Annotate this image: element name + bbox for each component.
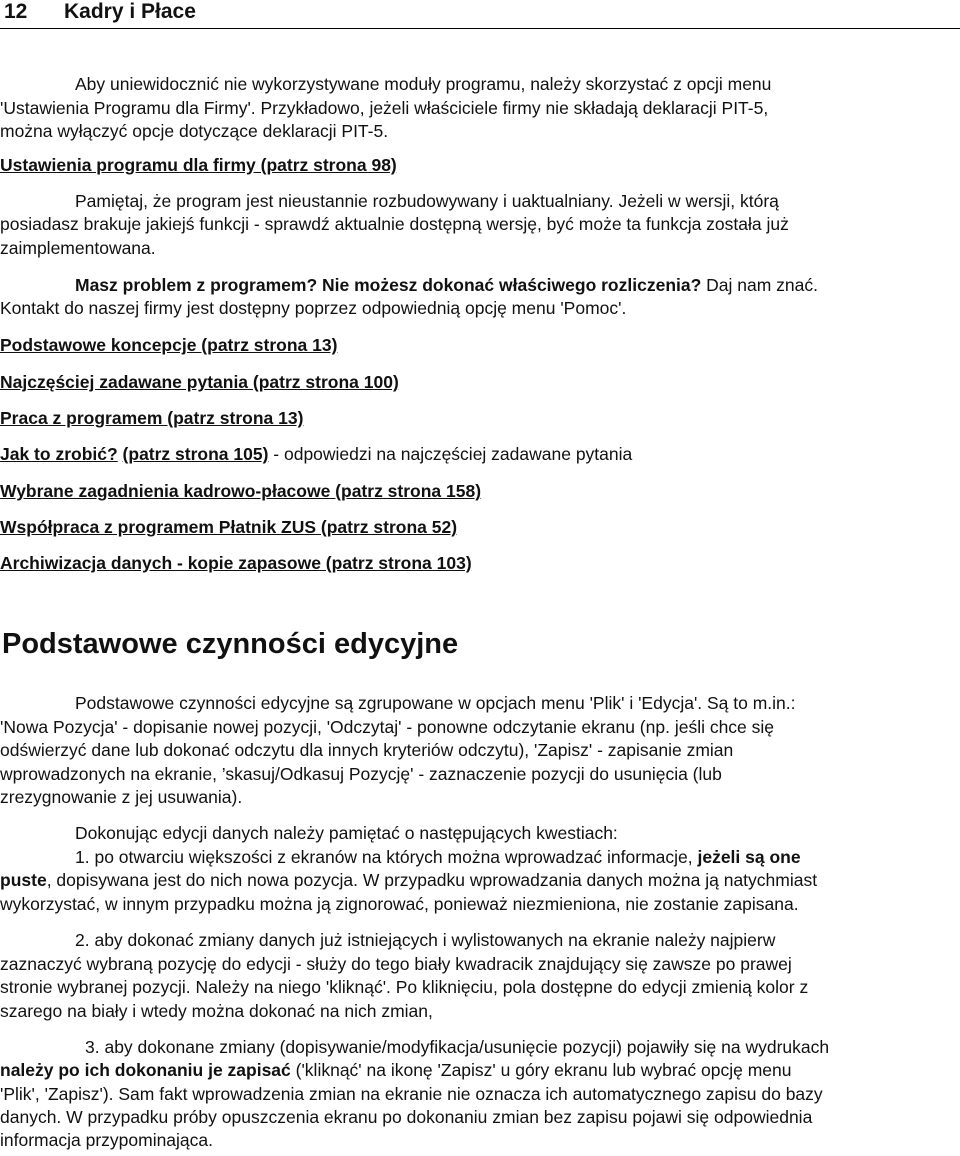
link-faq[interactable]: Najczęściej zadawane pytania (patrz strona 100) xyxy=(0,372,399,392)
list-item-1-cont: wykorzystać, w innym przypadku można ją zignorować, ponieważ niezmieniona, nie zostanie zapisana. xyxy=(0,894,799,914)
list-item-text: ('kliknąć' na ikonę 'Zapisz' u góry ekranu lub wybrać opcję menu xyxy=(290,1060,792,1080)
page-number: 12 xyxy=(4,0,28,23)
section-line: Podstawowe czynności edycyjne są zgrupowane w opcjach menu 'Plik' i 'Edycja'. Są to m.in.: xyxy=(75,693,796,713)
remember-line: zaimplementowana. xyxy=(0,238,156,258)
list-item-2-cont: szarego na biały i wtedy można dokonać na nich zmian, xyxy=(0,1001,433,1021)
link-work[interactable]: Praca z programem (patrz strona 13) xyxy=(0,408,304,428)
list-item-3-cont xyxy=(0,1059,791,1081)
list-item-3: 3. aby dokonane zmiany (dopisywanie/modyfikacja/usunięcie pozycji) pojawiły się na wydrukach xyxy=(85,1037,830,1057)
list-item-1 xyxy=(75,846,801,868)
list-item-1-cont xyxy=(0,869,817,891)
list-item-bold: jeżeli są one xyxy=(697,847,801,867)
list-item-bold: puste xyxy=(0,870,47,890)
problem-question: Nie możesz dokonać właściwego rozliczenia? xyxy=(322,275,702,295)
intro-line: 'Ustawienia Programu dla Firmy'. Przykładowo, jeżeli właściciele firmy nie składają deklaracji PIT-5, xyxy=(0,98,769,118)
howto-line xyxy=(0,443,632,465)
link-basics[interactable]: Podstawowe koncepcje (patrz strona 13) xyxy=(0,335,338,355)
howto-tail: - odpowiedzi na najczęściej zadawane pytania xyxy=(268,444,633,464)
header-rule xyxy=(0,28,960,29)
list-item-3-cont: danych. W przypadku próby opuszczenia ekranu po dokonaniu zmian bez zapisu pojawi się odpowiednia xyxy=(0,1107,813,1127)
link-howto-ref[interactable]: (patrz strona 105) xyxy=(122,444,269,464)
list-item-3-cont: 'Plik', 'Zapisz'). Sam fakt wprowadzenia zmian na ekranie nie oznacza ich automatycznego zapisu do bazy xyxy=(0,1084,823,1104)
list-item-2-cont: stronie wybranej pozycji. Należy na niego 'kliknąć'. Po kliknięciu, pola dostępne do edycji zmienią kolor z xyxy=(0,977,809,997)
section-line: zrezygnowanie z jej usuwania). xyxy=(0,787,243,807)
section-line: Dokonując edycji danych należy pamiętać o następujących kwestiach: xyxy=(75,823,618,843)
problem-tail: Daj nam znać. xyxy=(701,275,819,295)
link-platnik[interactable]: Współpraca z programem Płatnik ZUS (patrz strona 52) xyxy=(0,517,458,537)
problem-line xyxy=(75,274,818,296)
list-item-2: 2. aby dokonać zmiany danych już istniejących i wylistowanych na ekranie należy najpierw xyxy=(75,930,776,950)
intro-line: Aby uniewidocznić nie wykorzystywane moduły programu, należy skorzystać z opcji menu xyxy=(75,74,772,94)
section-line: odświerzyć dane lub dokonać odczytu dla innych kryteriów odczytu), 'Zapisz' - zapisanie zmian xyxy=(0,740,734,760)
link-settings[interactable]: Ustawienia programu dla firmy (patrz strona 98) xyxy=(0,155,397,175)
list-item-text: 1. po otwarciu większości z ekranów na których można wprowadzać informacje, xyxy=(75,847,698,867)
section-line: 'Nowa Pozycja' - dopisanie nowej pozycji, 'Odczytaj' - ponowne odczytanie ekranu (np. jeśli chce się xyxy=(0,717,775,737)
problem-question: Masz problem z programem? xyxy=(75,275,318,295)
list-item-bold: należy po ich dokonaniu je zapisać xyxy=(0,1060,291,1080)
page-header xyxy=(0,0,960,30)
problem-contact: Kontakt do naszej firmy jest dostępny poprzez odpowiednią opcję menu 'Pomoc'. xyxy=(0,298,627,318)
link-selected[interactable]: Wybrane zagadnienia kadrowo-płacowe (patrz strona 158) xyxy=(0,481,482,501)
link-archive[interactable]: Archiwizacja danych - kopie zapasowe (patrz strona 103) xyxy=(0,553,472,573)
header-title: Kadry i Płace xyxy=(64,0,196,23)
link-howto[interactable]: Jak to zrobić? xyxy=(0,444,118,464)
section-title: Podstawowe czynności edycyjne xyxy=(2,628,459,660)
section-line: wprowadzonych na ekranie, ’skasuj/Odkasuj Pozycję' - zaznaczenie pozycji do usunięcia (lub xyxy=(0,764,722,784)
remember-line: Pamiętaj, że program jest nieustannie rozbudowywany i uaktualniany. Jeżeli w wersji, którą xyxy=(75,191,779,211)
list-item-3-cont: informacja przypominająca. xyxy=(0,1130,214,1150)
intro-line: można wyłączyć opcje dotyczące deklaracji PIT-5. xyxy=(0,121,389,141)
list-item-2-cont: zaznaczyć wybraną pozycję do edycji - służy do tego biały kwadracik znajdujący się zawsze po prawej xyxy=(0,954,792,974)
remember-line: posiadasz brakuje jakiejś funkcji - sprawdź aktualnie dostępną wersję, być może ta funkcja została już xyxy=(0,214,789,234)
list-item-text: , dopisywana jest do nich nowa pozycja. W przypadku wprowadzania danych można ją natychmiast xyxy=(46,870,818,890)
